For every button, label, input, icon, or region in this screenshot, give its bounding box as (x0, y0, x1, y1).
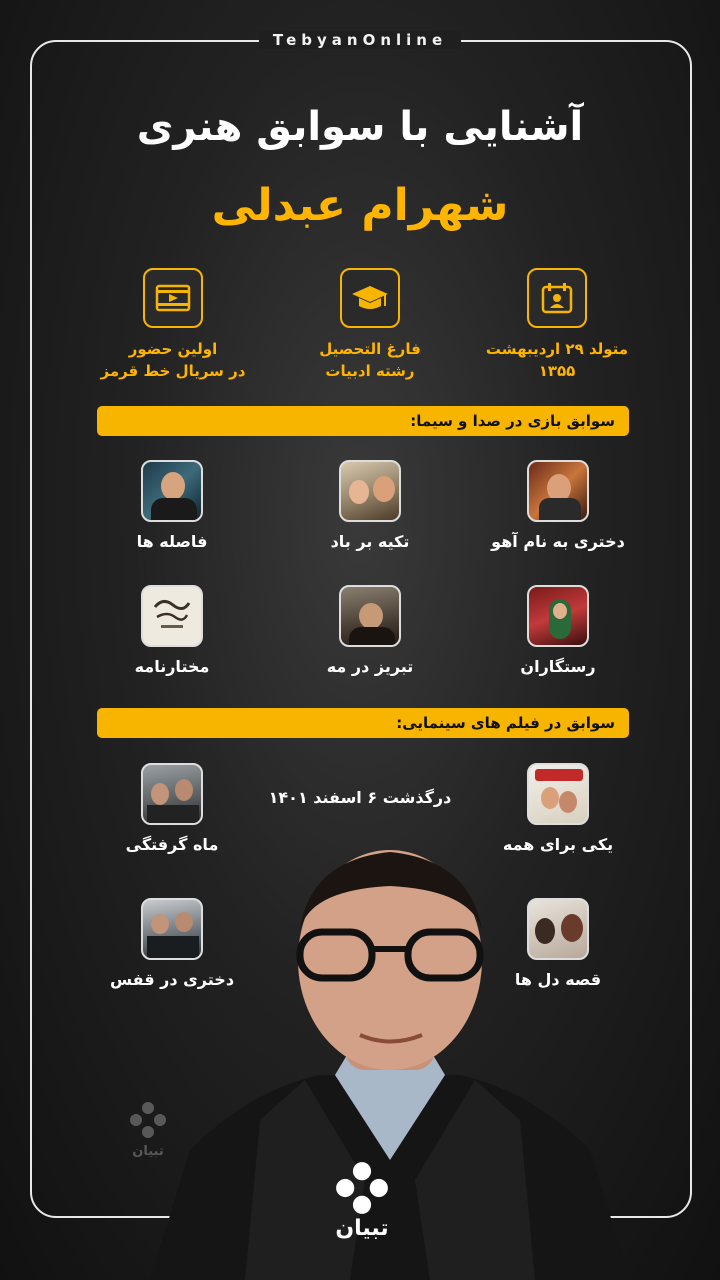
tebyan-logo-icon (128, 1100, 168, 1140)
tv-item-label: فاصله ها (136, 532, 208, 551)
fact-education (285, 268, 455, 382)
graduation-cap-icon (340, 268, 400, 328)
death-date: درگذشت ۶ اسفند ۱۴۰۱ (268, 788, 452, 807)
poster-thumbnail (527, 898, 589, 960)
fact-debut-line2: در سریال خط قرمز (100, 362, 246, 380)
poster-thumbnail (527, 460, 589, 522)
poster-thumbnail (527, 763, 589, 825)
tv-section-bar (97, 406, 629, 436)
cinema-item-label: قصه دل ها (514, 970, 602, 989)
brand-header (0, 30, 720, 49)
tv-section-title: سوابق بازی در صدا و سیما: (410, 412, 615, 430)
fact-birth (472, 268, 642, 382)
artist-name: شهرام عبدلی (211, 180, 509, 231)
film-strip-icon (143, 268, 203, 328)
cinema-item (92, 898, 252, 989)
poster-thumbnail (339, 585, 401, 647)
tv-item-label: دختری به نام آهو (491, 532, 625, 551)
poster-thumbnail (141, 763, 203, 825)
cinema-item-label: ماه گرفتگی (125, 835, 219, 854)
page-title: آشنایی با سوابق هنری (136, 104, 584, 150)
tv-item-label: مختارنامه (134, 657, 210, 676)
fact-debut (88, 268, 258, 382)
tv-item-label: تکیه بر باد (330, 532, 410, 551)
cinema-item-label: دختری در قفس (109, 970, 235, 989)
tv-item-label: رستگاران (520, 657, 596, 676)
cinema-item-label: یکی برای همه (502, 835, 614, 854)
tv-item (92, 585, 252, 676)
tv-item (92, 460, 252, 551)
calendar-person-icon (527, 268, 587, 328)
tv-item (290, 460, 450, 551)
tv-item (290, 585, 450, 676)
fact-education-line2: رشته ادبیات (325, 362, 415, 380)
brand-text: TebyanOnline (259, 31, 461, 49)
fact-debut-line1: اولین حضور (128, 340, 218, 358)
fact-birth-line2: ۱۳۵۵ (538, 362, 576, 380)
fact-birth-line1: متولد ۲۹ اردیبهشت (485, 340, 629, 358)
logo-text: تبیان (335, 1216, 389, 1241)
cinema-section-bar (97, 708, 629, 738)
watermark-text: تبیان (132, 1144, 164, 1159)
poster-thumbnail (339, 460, 401, 522)
cinema-item (478, 898, 638, 989)
cinema-item (92, 763, 252, 854)
footer-logo (322, 1160, 402, 1241)
tebyan-logo-icon (334, 1160, 390, 1216)
cinema-item (478, 763, 638, 854)
poster-thumbnail (527, 585, 589, 647)
cinema-section-title: سوابق در فیلم های سینمایی: (396, 714, 615, 732)
fact-education-line1: فارغ التحصیل (319, 340, 421, 358)
tv-item (478, 460, 638, 551)
poster-thumbnail (141, 460, 203, 522)
poster-thumbnail (141, 898, 203, 960)
poster-thumbnail (141, 585, 203, 647)
watermark-logo (118, 1100, 178, 1159)
tv-item-label: تبریز در مه (326, 657, 414, 676)
tv-item (478, 585, 638, 676)
